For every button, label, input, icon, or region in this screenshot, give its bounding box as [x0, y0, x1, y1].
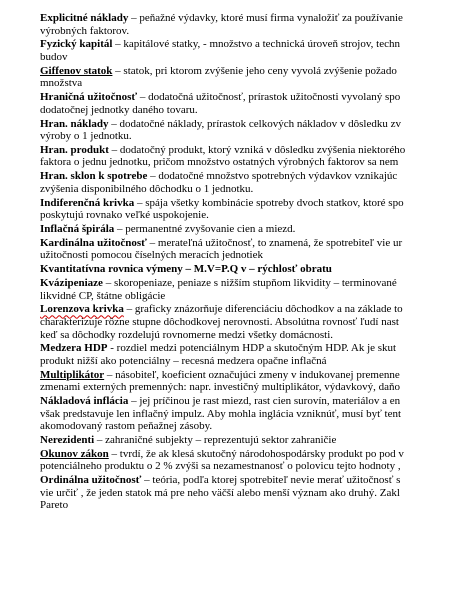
- glossary-entry: [40, 91, 476, 116]
- glossary-definition: – spája všetky kombinácie spotreby dvoch statkov, ktoré spo: [136, 196, 404, 209]
- glossary-term: Inflačná špirála: [40, 223, 115, 235]
- glossary-term: Ordinálna užitočnosť: [40, 474, 142, 487]
- glossary-definition: faktora o jednu jednotku, pričom množstvo ostatných výrobných faktorov sa nem: [40, 156, 399, 169]
- glossary-entry: [40, 369, 476, 394]
- glossary-definition: – peňažné výdavky, ktoré musí firma vynaložiť za používanie: [131, 12, 403, 24]
- glossary-definition: – skoropeniaze, peniaze s nižším stupňom likvidity – terminované: [105, 276, 397, 289]
- glossary-term: Nákladová inflácia: [40, 395, 129, 408]
- glossary-definition: - rozdiel medzi potenciálnym HDP a skutočným HDP. Ak je skut: [110, 342, 397, 355]
- glossary-entry: [40, 170, 476, 195]
- glossary-term: Multiplikátor: [40, 368, 105, 381]
- glossary-definition: – permanentné zvyšovanie cien a miezd.: [117, 223, 296, 235]
- glossary-term: Kardinálna užitočnosť: [40, 236, 147, 249]
- glossary-entry: [40, 474, 476, 512]
- glossary-definition: – statok, pri ktorom zvýšenie jeho ceny vyvolá zvýšenie požado: [115, 64, 397, 77]
- glossary-definition: výroby o 1 jednotku.: [40, 130, 132, 143]
- glossary-definition: keď sa dôchodky rozdelujú rovnomerne medzi všetky domácnosti.: [40, 328, 334, 341]
- glossary-term: Fyzický kapitál: [40, 38, 113, 51]
- glossary-entry: [40, 65, 476, 90]
- glossary-definition: zmenami externých premenných: napr. investičný multiplikátor, výdavkový, daňo: [40, 381, 401, 394]
- glossary-entry: [40, 263, 476, 276]
- glossary-definition: poskytujú rovnako veľké uspokojenie.: [40, 209, 209, 222]
- glossary-definition: – tvrdí, že ak klesá skutočný národohospodársky produkt po pod v: [111, 447, 404, 460]
- glossary-definition: – násobiteľ, koeficient označujúci zmeny v indukovanej premenne: [106, 368, 400, 381]
- glossary-entry: [40, 395, 476, 433]
- glossary-term: Hran. sklon k spotrebe: [40, 170, 148, 183]
- glossary-entry: [40, 12, 476, 37]
- glossary-entry: [40, 197, 476, 222]
- glossary-entry: [40, 342, 476, 367]
- glossary-term: Giffenov statok: [40, 64, 113, 77]
- glossary-entry: [40, 277, 476, 302]
- glossary-definition: – kapitálové statky, - množstvo a technická úroveň strojov, techn: [115, 38, 400, 51]
- glossary-definition: likvidné CP, štátne obligácie: [40, 289, 166, 302]
- glossary-definition: zvýšenia disponibilného dôchodku o 1 jednotku.: [40, 182, 254, 195]
- glossary-definition: dodatočnej jednotky daného tovaru.: [40, 103, 198, 116]
- glossary-definition: – zahraničné subjekty – reprezentujú sektor zahraničie: [96, 434, 337, 446]
- glossary-definition: však predstavuje len inflačný impulz. Aby mohla inglácia vzniknúť, musí byť tent: [40, 407, 402, 420]
- glossary-entry: [40, 118, 476, 143]
- glossary-entry: [40, 38, 476, 63]
- document-page: [40, 12, 476, 604]
- glossary-entry: [40, 223, 476, 236]
- glossary-term: Nerezidenti: [40, 434, 95, 446]
- glossary-term: Okunov zákon: [40, 447, 109, 460]
- glossary-term: Medzera HDP: [40, 342, 108, 355]
- glossary-definition: výrobných faktorov.: [40, 24, 130, 37]
- glossary-term: Hraničná užitočnosť: [40, 91, 138, 104]
- glossary-term: Kvázipeniaze: [40, 276, 103, 289]
- glossary-definition: vie určiť , že jeden statok má pre neho väčší alebo menší význam ako druhý. Zakl: [40, 486, 400, 499]
- glossary-definition: – dodatočné náklady, prírastok celkových nákladov v dôsledku zv: [111, 117, 402, 130]
- glossary-definition: Pareto: [40, 499, 69, 512]
- glossary-definition: – teória, podľa ktorej spotrebiteľ nevie merať užitočnosť s: [144, 474, 401, 487]
- glossary-definition: potenciálneho produktu o 2 % zvýši sa nezamestnanosť o polovicu tejto hodnoty ,: [40, 460, 401, 473]
- glossary-term: Hran. náklady: [40, 117, 109, 130]
- glossary-definition: – graficky znázorňuje diferenciáciu dôchodkov a na základe to: [126, 303, 403, 316]
- glossary-definition: – jej príčinou je rast miezd, rast cien surovín, materiálov a en: [131, 395, 401, 408]
- glossary-definition: – merateľná užitočnosť, to znamená, že spotrebiteľ vie ur: [149, 236, 403, 249]
- glossary-term: Kvantitatívna rovnica výmeny – M.V=P.Q v – rýchlosť obratu: [40, 263, 332, 276]
- glossary-definition: budov: [40, 50, 68, 63]
- glossary-definition: – dodatočný produkt, ktorý vzniká v dôsledku zvýšenia niektorého: [111, 143, 406, 156]
- glossary-definition: – dodatočné množstvo spotrebných výdavkov vznikajúc: [150, 170, 398, 183]
- glossary-entry: [40, 237, 476, 262]
- glossary-entry: [40, 434, 476, 447]
- glossary-definition: – dodatočná užitočnosť, prírastok užitočnosti vyvolaný spo: [139, 91, 401, 104]
- glossary-definition: produkt nižší ako potenciálny – recesná medzera opačne inflačná: [40, 354, 327, 367]
- glossary-term: Hran. produkt: [40, 143, 109, 156]
- glossary-entry: [40, 448, 476, 473]
- glossary-entry: [40, 144, 476, 169]
- glossary-term: Lorenzova krivka: [40, 303, 124, 316]
- glossary-entry: [40, 303, 476, 341]
- glossary-term: Indiferenčná krivka: [40, 196, 135, 209]
- glossary-definition: akomodovaný rastom peňažnej zásoby.: [40, 420, 213, 433]
- glossary-definition: charakterizuje rôzne stupne dôchodkovej nerovnosti. Absolútna rovnosť ľudí nast: [40, 315, 399, 328]
- glossary-definition: množstva: [40, 77, 83, 90]
- glossary-term: Explicitné náklady: [40, 12, 129, 24]
- glossary-definition: užitočnosti pomocou číselných meracích jednotiek: [40, 249, 263, 262]
